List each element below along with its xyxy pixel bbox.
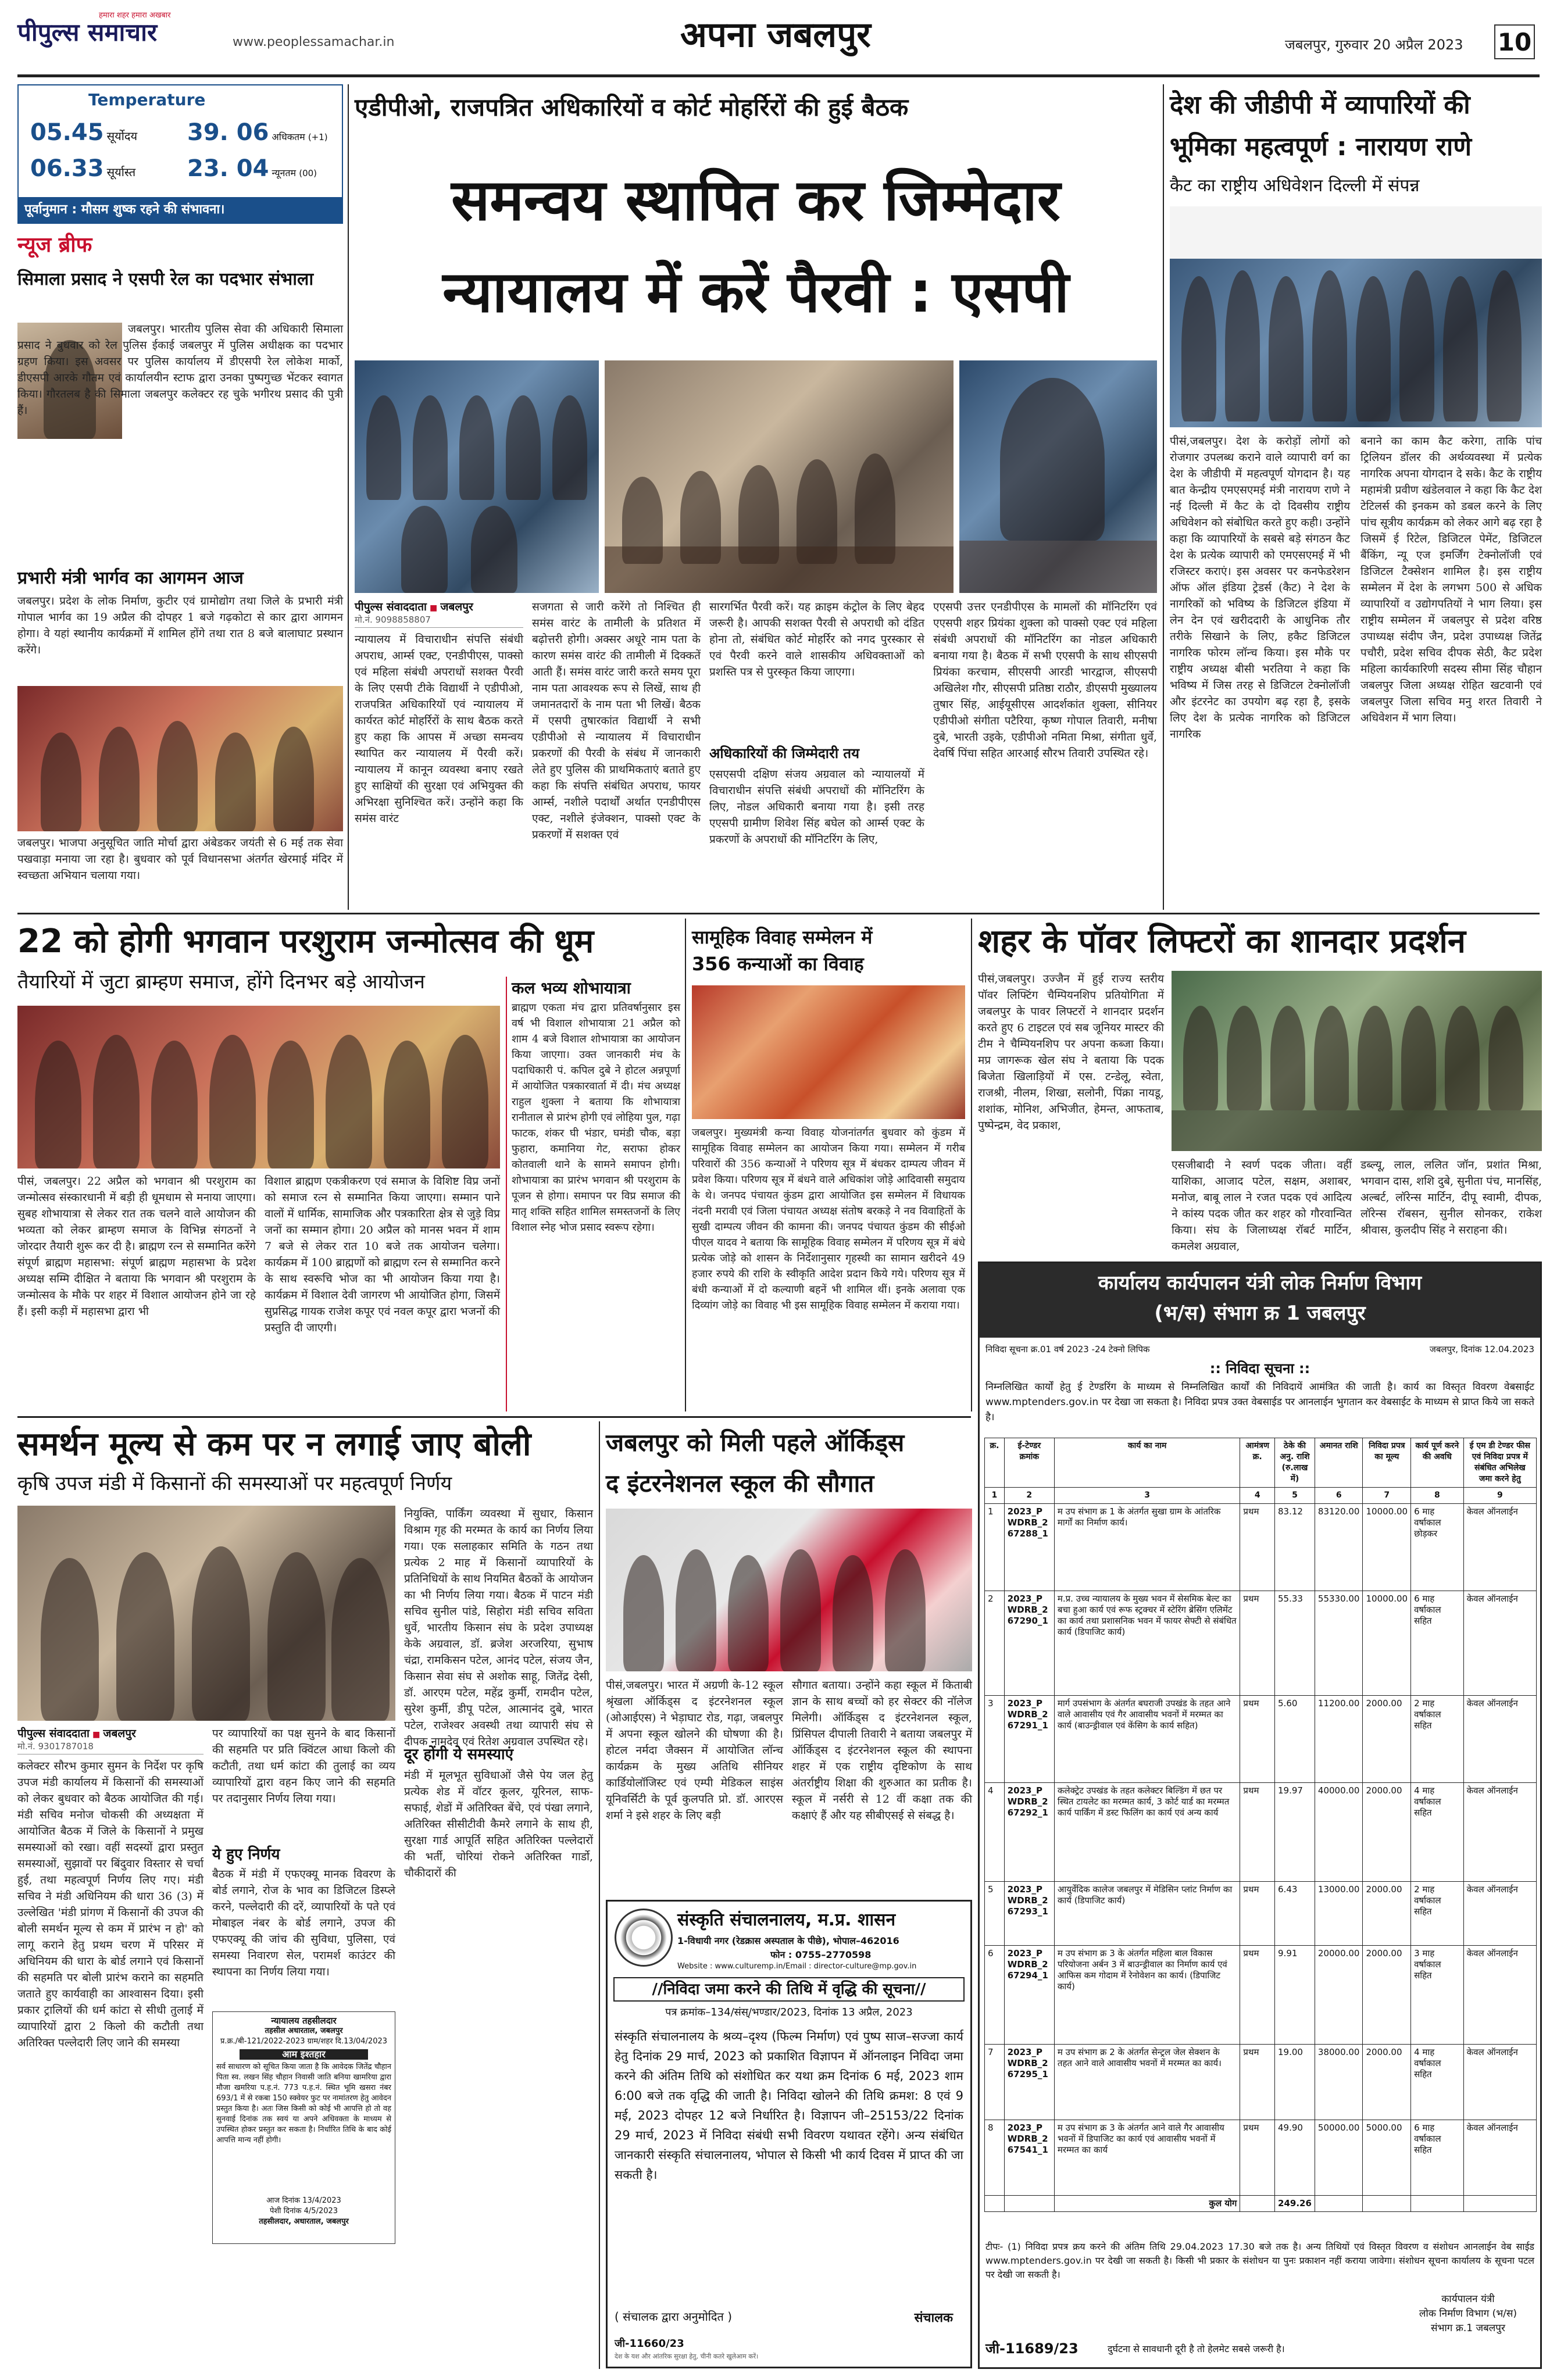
parshuram-subhead: तैयारियों में जुटा ब्राम्हण समाज, होंगे दिनभर बड़े आयोजन [17,970,425,994]
table-cell: केवल ऑनलाईन [1463,1696,1536,1783]
pwd-col-number: 4 [1240,1488,1275,1504]
school-headline-2: द इंटरनेशनल स्कूल की सौगात [606,1469,874,1498]
gdp-headline-1: देश की जीडीपी में व्यापारियों की [1170,90,1470,120]
table-cell: 11200.00 [1315,1696,1363,1783]
table-cell: म उप संभाग क्र 3 के अंतर्गत आने वाले गैर आवासीय भवनों में डिपाजिट का कार्य एवं आवासीय भवनों में मरम्मत का कार्य [1054,2120,1240,2196]
table-cell: 83.12 [1275,1504,1315,1591]
table-cell: प्रथम [1240,2045,1275,2120]
mandi-col-1: कलेक्टर सौरभ कुमार सुमन के निर्देश पर कृषि उपज मंडी कार्यालय में किसानों की समस्याओं को लेकर बुधवार को बैठक आयोजित की गई। मंडी सचिव मनोज चोकसी की अध्यक्षता में आयोजित बैठक में जिले के किसानों ने प्रमुख समस्याओं को रखा। वहीं सदस्यों द्वारा प्रस्तुत समस्याओं, सुझावों पर बिंदुवार विस्तार से चर्चा हुई, तथा महत्वपूर्ण निर्णय लिए गए। मंडी सचिव ने मंडी अधिनियम की धारा 36 (3) में उल्लेखित 'मंडी प्रांगण में किसानों की उपज की बोली समर्थन मूल्य से कम में प्रारंभ न हो' को लागू कराने हेतु प्रथम चरण में परिसर में अधिनियम की धारा के बोर्ड लगाने एवं किसानों की सहमति पर बोली प्रारंभ कराने का सहमति जताते हुए कार्यवाही का आश्वासन दिया। इसी प्रकार ट्रालियों की धर्म कांटा से सीधी तुलाई में व्यापारियों द्वारा 2 किलो की कटौती तथा अतिरिक्त पल्लेदारी लिए जाने की समस्या [17,1760,203,2049]
weather-box [17,84,343,224]
table-cell: 2023_PWDRB_267288_1 [1004,1504,1054,1591]
news-brief-label: न्यूज ब्रीफ [17,233,92,257]
court-notice-body: सर्व साधारण को सूचित किया जाता है कि आवेदक जितेंद्र चौहान पिता स्व. लखन सिंह चौहान निवासी जाति बनिया खामरिया द्वारा मौजा खमरिया प.ह.नं. 773 प.ह.नं. स्थित भूमि खसरा नंबर 693/1 में से रकबा 150 स्क्वेयर फुट पर नामांतरण हेतु आवेदन प्रस्तुत किया है। अतः जिस किसी को कोई भी आपत्ति हो तो वह सुनवाई दिनांक तक स्वयं या अपने अधिवक्ता के माध्यम से उपस्थित होकर प्रस्तुत कर सकता है। निर्धारित तिथि के बाद कोई आपत्ति मान्य नहीं होगी। [216,2063,391,2145]
mandi-headline: समर्थन मूल्य से कम पर न लगाई जाए बोली [17,1425,531,1463]
culture-notice [606,1900,972,2368]
pwd-col-header: ई-टेण्डर क्रमांक [1004,1438,1054,1488]
table-cell: 3 [985,1696,1005,1783]
court-notice-hearing: पेशी दिनांक 4/5/2023 [269,2207,338,2215]
pwd-col-number: 9 [1463,1488,1536,1504]
sunrise-time: 05.45 [30,119,104,146]
table-cell: 8 [985,2120,1005,2196]
row-rule-2 [17,1416,971,1418]
powerlift-col-1: पीसं,जबलपुर। उज्जैन में हुई राज्य स्तरीय पॉवर लिफ्टिंग चैम्पियनशिप प्रतियोगिता में जबलपुर के पावर लिफ्टरों ने शानदार प्रदर्शन करते हुए 6 टाइटल एवं सब जूनियर मास्टर की टीम ने चैम्पियनशिप पर अपना कब्जा किया। मप्र जागरूक खेल संघ ने बताया कि पदक बिजेता खिलाड़ियों में एस. टन्डेलू, स्वेता, राजश्री, नीलम, शिखा, सलोनी, पिंक्रा नायडू, शशांक, मोनिश, अभिजीत, हेमन्त, आफताब, पुष्पेन्द्रम, वेद प्रकाश, [978,973,1164,1132]
table-cell: 50000.00 [1315,2120,1363,2196]
table-cell: केवल ऑनलाईन [1463,1882,1536,1946]
table-row [985,1591,1537,1696]
lead-col-1: न्यायालय में विचाराधीन संपत्ति संबंधी अपराध, आर्म्स एक्ट, एनडीपीएस, पाक्सो एवं महिला संबंधी अपराधों सशक्त पैरवी के लिए एसपी टीके विद्यार्थी ने एडीपीओ, राजपत्रित अधिकारियों एवं न्यायालय में कार्यरत कोर्ट मोहर्रिरों के साथ बैठक करते हुए कहा कि आपस में अच्छा समन्वय स्थापित कर न्यायालय में पैरवी करें। न्यायालय में कानून व्यवस्था बनाए रखते हुए साक्षियों की सुरक्षा एवं अभियुक्त की अभिरक्षा सुनिश्चित करें। उन्होंने कहा कि समंस वारंट [355,633,523,825]
marriage-headline-1: सामूहिक विवाह सम्मेलन में [692,926,873,948]
forecast: पूर्वानुमान : मौसम शुष्क रहने की संभावना। [19,197,342,223]
lead-subheading: अधिकारियों की जिम्मेदारी तय [709,745,859,762]
pwd-col-number: 1 [985,1488,1005,1504]
culture-title: //निविदा जमा करने की तिथि में वृद्धि की सूचना// [613,1977,965,2002]
school-headline-1: जबलपुर को मिली पहले ऑर्किड्स [606,1428,905,1457]
table-cell: प्रथम [1240,1591,1275,1696]
pwd-slogan: दुर्घटना से सावधानी दूरी है तो हेलमेट सबसे जरूरी है। [1108,2343,1285,2354]
court-notice-date: आज दिनांक 13/4/2023 [266,2196,341,2205]
table-cell: कलेक्ट्रेट उपखंड के तहत कलेक्टर बिल्डिंग में छत पर स्थित टायलेट का मरम्मत कार्य, 3 कोर्ट यार्ड का मरम्मत कार्य पार्किंग में डस्ट फिलिंग का कार्य एवं अन्य कार्य [1054,1783,1240,1882]
table-cell: प्रथम [1240,1696,1275,1783]
sunrise [30,119,137,146]
table-cell [1363,2196,1411,2212]
table-cell: म उप संभाग क्र 2 के अंतर्गत सेन्ट्रल जेल सेक्शन के तहत आने वाले आवासीय भवनों में मरम्मत का कार्य। [1054,2045,1240,2120]
weather-title: Temperature [88,90,206,109]
parshuram-sidebar-title: कल भव्य शोभायात्रा [512,978,631,998]
mandi-byline-dot: ■ [92,1730,101,1739]
newspaper-logo [17,11,227,57]
pwd-signature [1419,2292,1517,2336]
brief-2-title: प्रभारी मंत्री भार्गव का आगमन आज [17,568,244,588]
pwd-sign-3: संभाग क्र.1 जबलपुर [1430,2322,1505,2334]
table-cell: 10000.00 [1363,1504,1411,1591]
table-cell: 2023_PWDRB_267292_1 [1004,1783,1054,1882]
gdp-photo [1170,206,1542,427]
table-cell: 2023_PWDRB_267291_1 [1004,1696,1054,1783]
table-cell: 6 [985,1946,1005,2045]
powerlift-headline: शहर के पॉवर लिफ्टरों का शानदार प्रदर्शन [978,923,1466,960]
lead-photo-1 [355,360,599,593]
pwd-col-header: निविदा प्रपत्र का मूल्य [1363,1438,1411,1488]
table-cell [985,2196,1005,2212]
rally-photo [17,686,343,831]
max-temp-label: अधिकतम [272,131,305,142]
total-label: कुल योग [1054,2196,1240,2212]
lead-col-3: सारगर्भित पैरवी करें। यह क्राइम कंट्रोल के लिए बेहद जरूरी है। आपकी सशक्त पैरवी से अपराधी को दंडित होना तो, संबंधित कोर्ट मोहर्रिर को नगद पुरस्कार से एवं पैरवी करने वाले शासकीय अधिवक्ताओं को प्रशस्ति पत्र से पुरस्कृत किया जाएगा। [709,601,924,678]
col-divider-mid-2 [971,919,972,1411]
table-cell: आयुर्वेदिक कालेज जबलपुर में मेडिसिन प्लांट निर्माण का कार्य (डिपाजिट कार्य) [1054,1882,1240,1946]
table-row [985,2120,1537,2196]
court-notice [212,2011,395,2244]
gdp-subhead: कैट का राष्ट्रीय अधिवेशन दिल्ली में संपन्न [1170,176,1420,196]
sunset-label: सूर्यास्त [106,165,136,179]
table-cell: 9.91 [1275,1946,1315,2045]
pwd-table-col-numbers [985,1488,1537,1504]
table-cell: प्रथम [1240,1882,1275,1946]
table-cell: 2023_PWDRB_267541_1 [1004,2120,1054,2196]
court-notice-sub: तहसील अधारताल, जबलपुर [265,2027,343,2035]
sunset [30,155,135,182]
mandi-byline-city: जबलपुर [103,1727,136,1740]
table-cell: केवल ऑनलाईन [1463,1591,1536,1696]
table-cell: मार्ग उपसंभाग के अंतर्गत बघराजी उपखंड के तहत आने वाले आवासीय एवं गैर आवासीय भवनों में मरम्मत का कार्य (बाउन्ड्रीवाल एवं केंसिग के कार्य सहित) [1054,1696,1240,1783]
school-photo [606,1509,972,1671]
culture-code: जी-11660/23 [615,2338,684,2350]
table-cell: 19.00 [1275,2045,1315,2120]
table-total-row [985,2196,1537,2212]
table-cell: 7 [985,2045,1005,2120]
section-title: अपना जबलपुर [680,15,871,55]
table-cell: 38000.00 [1315,2045,1363,2120]
pwd-col-header: कार्य पूर्ण करने की अवधि [1411,1438,1464,1488]
table-cell: केवल ऑनलाईन [1463,1946,1536,2045]
culture-org: संस्कृति संचालनालय, म.प्र. शासन [677,1910,896,1930]
logo-text: पीपुल्स समाचार [17,18,158,47]
lead-col-3b: एसएसपी दक्षिण संजय अग्रवाल को न्यायालयों में विचाराधीन संपत्ति संबंधी अपराधों की मॉनिटरिंग के लिए, नोडल अधिकारी बनाया गया है। इसी तरह एएसपी ग्रामीण शिवेश सिंह बघेल को आर्म्स एक्ट के प्रकरणों के अपराधों की मॉनिटरिंग के लिए, [709,768,924,846]
table-cell: 2000.00 [1363,2045,1411,2120]
lead-col-2: सजगता से जारी करेंगे तो निश्चित ही समंस वारंट के तामीली के प्रतिशत में बढ़ोत्तरी होगी। अक्सर अधूरे नाम पता के कारण समंस वारंट की तामीली में दिक्कतें आती हैं। समंस वारंट जारी करते समय पूरा नाम पता आवश्यक रूप से लिखें, साथ ही जमानतदारों के नाम पता भी लिखें। बैठक में एसपी तुषारकांत विद्यार्थी ने सभी एडीपीओ से न्यायालय में विचाराधीन प्रकरणों की पैरवी के संबंध में जानकारी लेते हुए पुलिस की प्राथमिकताएं बताते हुए कहा कि संपत्ति संबंधित अपराध, फायर आर्म्स, नशीले पदार्थों अर्थात एनडीपीएस एक्ट, नशीले इंजेक्शन, पाक्सो एक्ट के प्रकरणों में सशक्त एवं [532,601,701,841]
dateline: जबलपुर, गुरुवार 20 अप्रैल 2023 [1285,37,1463,53]
mandi-col-2c: मंडी में मूलभूत सुविधाओं जैसे पेय जल हेतु प्रत्येक शेड में वॉटर कूलर, यूरिनल, साफ-सफाई, शेडों में अतिरिक्त बेंचे, एवं पंखा लगाने, अतिरिक्त सीसीटीवी कैमरे लगाने के साथ ही, सुरक्षा गार्ड आपूर्ति सहित अतिरिक्त पल्लेदारों की भर्ती, चोरियां रोकने अतिरिक्त गार्डो, चौकीदारों की [404,1769,593,1879]
table-cell: 4 [985,1783,1005,1882]
min-temp-delta: (00) [299,168,317,178]
pwd-col-number: 2 [1004,1488,1054,1504]
total-value: 249.26 [1275,2196,1315,2212]
col-divider-mid-1 [685,919,686,1411]
school-col-2: सौगात बताया। उन्होंने कहा स्कूल में किताबी ज्ञान के साथ बच्चों को हर सेक्टर की नॉलेज मिलेगी। ऑर्किड्स द इंटरनेशनल स्कूल, प्रिंसिपल दीपाली तिवारी ने बताया जबलपुर में ऑर्किड्स द इंटरनेशनल स्कूल की स्थापना शहर में एक राष्ट्रीय दृष्टिकोण के साथ अंतर्राष्ट्रीय शिक्षा की शुरुआत का प्रतीक है। स्कूल में नर्सरी से 12 वीं कक्षा तक की कक्षाएं हैं और यह सीबीएसई से संबद्ध है। [792,1679,972,1822]
parshuram-photo [17,1006,500,1168]
culture-body: संस्कृति संचालनालय के श्रव्य–दृश्य (फिल्म निर्माण) एवं पुष्प साज–सज्जा कार्य हेतु दिनांक 29 मार्च, 2023 को प्रकाशित विज्ञापन में ऑनलाइन निविदा जमा करने की अंतिम तिथि को संशोधित कर यथा क्रम दिनांक 6 मई, 2023 शाम 6:00 बजे तक वृद्धि की जाती है। निविदा खोलने की तिथि क्रमश: 8 एवं 9 मई, 2023 दोपहर 12 बजे निर्धारित है। विज्ञापन जी–25153/22 दिनांक 29 मार्च, 2023 में निविदा संबंधी सभी विवरण यथावत रहेंगे। अन्य संबंधित जानकारी संस्कृति संचालनालय, भोपाल से किसी भी कार्य दिवस में प्राप्त की जा सकती है। [615,2029,963,2182]
pwd-col-header: ठेके की अनु. राशि (रु.लाख में) [1275,1438,1315,1488]
table-cell: 55330.00 [1315,1591,1363,1696]
mandi-subhead: कृषि उपज मंडी में किसानों की समस्याओं पर महत्वपूर्ण निर्णय [17,1472,452,1495]
pwd-col-number: 3 [1054,1488,1240,1504]
pwd-col-header: क्र. [985,1438,1005,1488]
lead-kicker: एडीपीओ, राजपत्रित अधिकारियों व कोर्ट मोहर्रिरों की हुई बैठक [355,93,909,121]
pwd-ref-left: निविदा सूचना क्र.01 वर्ष 2023 -24 टेक्नो लिपिक [985,1344,1150,1355]
masthead [17,10,1541,74]
table-cell: केवल ऑनलाईन [1463,1504,1536,1591]
header-rule [17,74,1540,77]
table-cell: 13000.00 [1315,1882,1363,1946]
mandi-byline-name: पीपुल्स संवाददाता [17,1727,90,1740]
table-cell: 49.90 [1275,2120,1315,2196]
table-cell: 2000.00 [1363,1946,1411,2045]
min-temp-value: 23. 04 [187,155,269,182]
mandi-byline [17,1725,203,1754]
culture-phone: फोन : 0755–2770598 [770,1949,872,1960]
table-cell: 4 माह वर्षाकाल सहित [1411,1783,1464,1882]
pwd-col-number: 6 [1315,1488,1363,1504]
pwd-col-number: 7 [1363,1488,1411,1504]
pwd-table-body [985,1504,1537,2212]
table-cell: प्रथम [1240,1946,1275,2045]
parshuram-col-1: पीसं, जबलपुर। 22 अप्रैल को भगवान श्री परशुराम का जन्मोत्सव संस्कारधानी में बड़ी ही धूमधाम से मनाया जाएगा। सुबह शोभायात्रा से लेकर रात तक चलने वाले आयोजन की भव्यता को लेकर ब्राम्हण समाज के विभिन्न संगठनों ने जोरदार तैयारी शुरू कर दी है। ब्राह्मण रत्न से सम्मानित करेंगे संपूर्ण ब्राह्मण महासभा: संपूर्ण ब्राह्मण महासभा के प्रदेश अध्यक्ष सम्मि दीक्षित ने बताया कि भगवान श्री परशुराम के जन्मोत्सव के मौके पर शहर में विशाल आयोजन होने जा रहे हैं। इसी कड़ी में महासभा द्वारा भी [17,1175,256,1318]
table-cell: 19.97 [1275,1783,1315,1882]
brief-1-title: सिमाला प्रसाद ने एसपी रेल का पदभार संभाला [17,269,314,290]
table-cell: 4 माह वर्षाकाल सहित [1411,2045,1464,2120]
lead-headline-1: समन्वय स्थापित कर जिम्मेदार [451,167,1060,234]
culture-emblem-icon [615,1909,673,1967]
table-row [985,1696,1537,1783]
website-link[interactable]: www.peoplessamachar.in [233,35,395,49]
table-row [985,1882,1537,1946]
pwd-tender-notice [978,1262,1542,2369]
court-notice-heading: आम इश्तहार [240,2049,368,2060]
table-cell: 6.43 [1275,1882,1315,1946]
table-cell: 40000.00 [1315,1783,1363,1882]
culture-approval: ( संचालक द्वारा अनुमोदित ) [615,2310,733,2324]
table-row [985,1783,1537,1882]
lead-phone: मो.नं. 9098858807 [355,614,431,625]
table-cell: 2000.00 [1363,1696,1411,1783]
pwd-col-header: ई एम डी टेण्डर फीस एवं निविदा प्रपत्र में संबंधित अभिलेख जमा करने हेतु [1463,1438,1536,1488]
lead-byline-name: पीपुल्स संवाददाता [355,601,427,613]
pwd-col-header: आमंत्रण क्र. [1240,1438,1275,1488]
table-cell: म.प्र. उच्च न्यायालय के मुख्य भवन में सेसमिक बेल्ट का बचा हुआ कार्य एवं रूफ स्ट्रक्चर में स्टेरिंग ब्रेसिंग एलिमेंट का कार्य तथा प्रशासनिक भवन में फायर सेफ्टी से संबंधित कार्य (डिपाजिट कार्य) [1054,1591,1240,1696]
col-divider-left [348,84,349,910]
mandi-phone: मो.नं. 9301787018 [17,1741,94,1752]
page-number: 10 [1494,24,1535,59]
lead-byline-dot: ■ [430,603,438,613]
table-cell [1463,2196,1536,2212]
col-divider-mid-3 [599,1421,600,2369]
pwd-title-1: कार्यालय कार्यपालन यंत्री लोक निर्माण विभाग [1098,1271,1422,1295]
table-cell: 2023_PWDRB_267295_1 [1004,2045,1054,2120]
powerlift-col-3: डब्ल्यू, लाल, ललित जॉन, प्रशांत मिश्रा, भगवान दास, शशि दुबे, सुनीता पंच, मानसिंह, अल्बर्ट, लॉरेन्स मार्टिन, दीपू स्वामी, दीपक, लॉरेन्स रॉबसन, सुनील सोनकर, राकेश श्रीवास, कुलदीप सिंह ने सराहना की। [1360,1159,1542,1237]
table-row [985,2045,1537,2120]
table-cell: प्रथम [1240,1504,1275,1591]
table-cell: 2 माह वर्षाकाल सहित [1411,1696,1464,1783]
pwd-col-number: 8 [1411,1488,1464,1504]
table-cell: केवल ऑनलाईन [1463,1783,1536,1882]
pwd-col-header: अमानत राशि [1315,1438,1363,1488]
mandi-sub-2: दूर होंगी ये समस्याएं [404,1746,514,1763]
culture-web: Website : www.culturemp.in/Email : director-culture@mp.gov.in [677,1962,917,1971]
lead-headline-2: न्यायालय में करें पैरवी : एसपी [442,259,1069,326]
table-cell [1004,2196,1054,2212]
table-row [985,1946,1537,2045]
table-cell: म उप संभाग क्र 1 के अंतर्गत सुखा ग्राम के आंतरिक मार्गों का निर्माण कार्य। [1054,1504,1240,1591]
culture-address: 1-विधायी नगर (रेडक्रास अस्पताल के पीछे), भोपाल–462016 [677,1935,899,1946]
brief-3-body: जबलपुर। भाजपा अनुसूचित जाति मोर्चा द्वारा अंबेडकर जयंती से 6 मई तक सेवा पखवाड़ा मनाया जा रहा है। बुधवार को पूर्व विधानसभा अंतर्गत खेरमाई मंदिर में स्वच्छता अभियान चलाया गया। [17,837,343,882]
table-cell: 2023_PWDRB_267294_1 [1004,1946,1054,2045]
parshuram-headline: 22 को होगी भगवान परशुराम जन्मोत्सव की धूम [17,923,594,960]
max-temp [187,119,328,146]
table-cell: 5 [985,1882,1005,1946]
marriage-photo [692,985,965,1119]
school-col-1: पीसं,जबलपुर। भारत में अग्रणी के-12 स्कूल श्रृंखला ऑर्किड्स द इंटरनेशनल स्कूल (ओआईएस) ने भेड़ाघाट रोड, गढ़ा, जबलपुर में अपना स्कूल खोलने की घोषणा की है। होटल नर्मदा जैक्सन में आयोजित लॉन्च कार्यक्रम के मुख्य अतिथि सीनियर कार्डियोलॉजिस्ट एवं एम्पी मेडिकल साइंस यूनिवर्सिटी के पूर्व कुलपति प्रो. डॉ. आरएस शर्मा ने इसे शहर के लिए बड़ी [606,1679,783,1822]
table-cell: 5.60 [1275,1696,1315,1783]
lead-photo-3 [959,360,1157,593]
table-cell [1411,2196,1464,2212]
max-temp-delta: (+1) [308,132,328,142]
pwd-ref-right: जबलपुर, दिनांक 12.04.2023 [1429,1344,1534,1355]
gdp-headline-2: भूमिका महत्वपूर्ण : नारायण राणे [1170,132,1472,162]
table-cell: 1 [985,1504,1005,1591]
table-cell: केवल ऑनलाईन [1463,2120,1536,2196]
table-cell [1240,2196,1275,2212]
table-cell: 3 माह वर्षाकाल सहित [1411,1946,1464,2045]
pwd-col-header: कार्य का नाम [1054,1438,1240,1488]
table-cell: 83120.00 [1315,1504,1363,1591]
table-cell: 20000.00 [1315,1946,1363,2045]
table-cell: 2 [985,1591,1005,1696]
pwd-footnote: टीपः- (1) निविदा प्रपत्र क्रय करने की अंतिम तिथि 29.04.2023 17.30 बजे तक है। अन्य तिथियों एवं विस्तृत विवरण व संशोधन आनलाईन वेब साईड www.mptenders.gov.in पर देखी जा सकती है। किसी भी प्रकार के संशोधन या पुनः प्रकाशन नहीं कराया जावेगा। संशोधन सूचना कार्यालय के सूचना पटल पर देखी जा सकती है। [985,2241,1534,2280]
powerlift-photo [1172,971,1542,1151]
pwd-col-number: 5 [1275,1488,1315,1504]
table-cell: 6 माह वर्षाकाल सहित [1411,2120,1464,2196]
lead-byline [355,599,523,628]
lead-photo-2 [605,360,954,593]
table-cell: 2 माह वर्षाकाल सहित [1411,1882,1464,1946]
pwd-sign-1: कार्यपालन यंत्री [1441,2293,1495,2305]
table-cell: प्रथम [1240,1783,1275,1882]
table-cell: 6 माह वर्षाकाल सहित [1411,1591,1464,1696]
table-cell: 2023_PWDRB_267293_1 [1004,1882,1054,1946]
table-cell: प्रथम [1240,2120,1275,2196]
table-cell [1315,2196,1363,2212]
culture-sign: संचालक [914,2311,953,2325]
col-divider-right [1163,84,1164,910]
table-cell: 2000.00 [1363,1783,1411,1882]
mandi-photo [17,1506,395,1721]
table-row [985,1504,1537,1591]
min-temp-label: न्यूनतम [272,167,297,178]
pwd-code: जी-11689/23 [985,2340,1079,2357]
table-cell: 10000.00 [1363,1591,1411,1696]
table-cell: 6 माह वर्षाकाल छोड़कर [1411,1504,1464,1591]
lead-byline-city: जबलपुर [440,601,473,613]
marriage-body: जबलपुर। मुख्यमंत्री कन्या विवाह योजनांतर्गत बुधवार को कुंडम में सामूहिक विवाह सम्मेलन का आयोजन किया गया। सम्मेलन में गरीब परिवारों की 356 कन्याओं ने परिणय सूत्र में बंधकर दाम्पत्य जीवन में प्रवेश किया। परिणय सूत्र में बंधने वाले अधिकांश जोड़े आदिवासी समुदाय के थे। जनपद पंचायत कुंडम द्वारा आयोजित इस सम्मेलन में विधायक नंदनी मरावी एवं जिला पंचायत अध्यक्ष संतोष बरकड़े ने नव विवाहितों के सुखी दाम्पत्य जीवन की कामना की। जनपद पंचायत कुंडम की सीईओ पीएल यादव ने बताया कि सामूहिक विवाह सम्मेलन में परिणय सूत्र में बंधे प्रत्येक जोड़े को शासन के निर्देशानुसार गृहस्थी का सामान खरीदने 49 हजार रुपये की राशि के स्वीकृति आदेश प्रदान किये गये। परिणय सूत्र में बंधी कन्याओं में दो कल्याणी बहनें भी शामिल थीं। इनके अलावा एक दिव्यांग जोड़े का विवाह भी इस सामूहिक विवाह सम्मेलन में कराया गया। [692,1127,965,1311]
table-cell: 2023_PWDRB_267290_1 [1004,1591,1054,1696]
mandi-col-top: नियुक्ति, पार्किंग व्यवस्था में सुधार, किसान विश्राम गृह की मरम्मत के कार्य का निर्णय लिया गया। एक सलाहकार समिति के गठन तथा प्रत्येक 2 माह में किसानों व्यापारियों के प्रतिनिधियों के साथ नियमित बैठकों के आयोजन का भी निर्णय लिया गया। बैठक में पाटन मंडी सचिव सुनील पांडे, सिहोरा मंडी सचिव सविता धुर्वे, भारतीय किसान संघ के प्रदेश उपाध्यक्ष केके अग्रवाल, डॉ. ब्रजेश अरजरिया, सुभाष चंद्रा, रामकिसन पटेल, आनंद पटेल, संजय जैन, किसान सेवा संघ से अशोक साहू, जितेंद्र देसी, डॉ. आरएम पटेल, महेंद्र कुर्मी, रामदीन पटेल, सुरेश कुर्मी, डीपू पटेल, आत्मानंद दुबे, भारत पटेल, राजेश्वर अवस्थी तथा व्यापारी संघ से दीपक नामदेव एवं रितेश अग्रवाल उपस्थित रहे। [404,1507,593,1748]
table-cell: म उप संभाग क्र 3 के अंतर्गत महिला बाल विकास परियोजना अर्बन 3 में बाउन्ड्रीवाल का निर्माण कार्य एवं आफिस कम गोदाम में रेनोवेशन का कार्य। (डिपाजिट कार्य) [1054,1946,1240,2045]
logo-tagline: हमारा शहर हमारा अखबार [99,11,171,20]
brief-2-body: जबलपुर। प्रदेश के लोक निर्माण, कुटीर एवं ग्रामोद्योग तथा जिले के प्रभारी मंत्री गोपाल भार्गव का 19 अप्रैल की दोपहर 1 बजे गढ़कोटा से कार द्वारा आगमन होगा। वे यहां स्थानीय कार्यक्रमों में शामिल होंगे तथा रात 8 बजे बालाघाट प्रस्थान करेंगे। [17,595,343,656]
marriage-headline-2: 356 कन्याओं का विवाह [692,953,864,975]
pwd-title-bar [980,1263,1540,1338]
gdp-col-1: पीसं,जबलपुर। देश के करोड़ों लोगों को रोजगार उपलब्ध कराने वाले व्यापारी वर्ग का देश के जीडीपी में महत्वपूर्ण योगदान है। यह बात केन्द्रीय एमएसएमई मंत्री नारायण राणे ने नई दिल्ली में कैट के दो दिवसीय राष्ट्रीय अधिवेशन को संबोधित करते हुए कही। उन्होंने कहा कि व्यापारियों के सबसे बड़े संगठन कैट देश के प्रत्येक व्यापारी को एमएसएमई में भी रजिस्टर कराएं। इस अवसर पर कनफेडरेशन ऑफ ऑल इंडिया ट्रेडर्स (कैट) ने देश के नागरिकों को भविष्य के डिजिटल इंडिया में लेन देन एवं खरीददारी के आधुनिक तौर तरीके सिखाने के लिए, हकैट डिजिटल नागरिक फोरम लॉन्च किया। इस मौके पर राष्ट्रीय अध्यक्ष बीसी भरतिया ने कहा कि भविष्य में जिस तरह से डिजिटल टेक्नोलॉजी और इंटरनेट का उपयोग बढ़ रहा है, इसके लिए देश के प्रत्येक नागरिक को डिजिटल नागरिक [1170,435,1350,741]
table-cell: 2000.00 [1363,1882,1411,1946]
pwd-notice-heading: :: निविदा सूचना :: [1209,1360,1310,1377]
pwd-sign-2: लोक निर्माण विभाग (भ/स) [1419,2308,1517,2320]
culture-footer: देश के यश और आंतरिक सुरक्षा हेतु, चीनी कतरे खुलेआम करें। [615,2353,759,2360]
court-notice-signature: तहसीलदार, अधारताल, जबलपुर [259,2217,349,2226]
culture-ref: पत्र क्रमांक–134/संस्/भण्डार/2023, दिनांक 13 अप्रैल, 2023 [665,2006,913,2018]
gdp-col-2: बनाने का काम कैट करेगा, ताकि पांच ट्रिलियन डॉलर की अर्थव्यवस्था में प्रत्येक नागरिक अपना योगदान दे सके। कैट के राष्ट्रीय महामंत्री प्रवीण खंडेलवाल ने कहा कि कैट देश टेटिलर्स की इनकम को डबल करने के लिए पांच सूत्रीय कार्यक्रम को लेकर आगे बढ़ रहा है जिसमें ई रिटेल, डिजिटल पेमेंट, डिजिटल बैंकिंग, न्यू एज इमर्जिंग टेक्नोलॉजी एवं डिजिटल टैक्सेशन शामिल है। इस राष्ट्रीय सम्मेलन में देश के लगभग 500 से अधिक व्यापारियों व उद्योगपतियों ने भाग लिया। इस राष्ट्रीय सम्मेलन में जबलपुर से प्रदेश वरिष्ठ उपाध्यक्ष संदीप जैन, प्रदेश उपाध्यक्ष जितेंद्र पचौरी, प्रदेश सचिव दीपक सेठी, कैट प्रदेश महिला कार्यकारिणी सदस्य सीमा सिंह चौहान जबलपुर जिला अध्यक्ष रोहित खटवानी एवं जबलपुर जिला सचिव मनु शरत तिवारी ने अधिवेशन में भाग लिया। [1360,435,1542,724]
court-notice-case: प्र.क्र./बी-121/2022-2023 ग्राम/शहर दि.13/04/2023 [220,2037,388,2046]
row-rule-1 [17,913,1540,914]
court-notice-title: न्यायालय तहसीलदार [271,2016,337,2026]
table-cell: 55.33 [1275,1591,1315,1696]
mandi-sub-1: ये हुए निर्णय [212,1846,280,1863]
lead-col-4: एएसपी उत्तर एनडीपीएस के मामलों की मॉनिटरिंग एवं एएसपी शहर प्रियंका शुक्ला को पाक्सो एक्ट एवं महिला संबंधी अपराधों की मॉनिटरिंग का नोडल अधिकारी बनाया गया है। बैठक में सभी एएसपी के साथ सीएसपी प्रियंका करचाम, सीएसपी आरडी भारद्वाज, सीएसपी अखिलेश गौर, सीएसपी प्रतिष्ठा राठौर, डीएसपी मुख्यालय तुषार सिंह, आईयूसीएस आदर्शकांत शुक्ला, सीनियर एडीपीओ संगीता पटैरिया, कृष्ण गोपाल तिवारी, मनीषा दुबे, भारती उइके, एडीपीओ नमिता मिश्रा, संगीता धुर्वे, देवर्षि पिंचा सहित आरआई सौरभ तिवारी उपस्थित रहे। [933,601,1157,760]
min-temp [187,155,317,182]
table-cell: 5000.00 [1363,2120,1411,2196]
parshuram-col-2: विशाल ब्राह्मण एकत्रीकरण एवं समाज के विशिष्ट विप्र जनों को समाज रत्न से सम्मानित किया जाएगा। सम्मान पाने वालों में धार्मिक, सामाजिक और पत्रकारिता क्षेत्र से जुड़े विप्र जनों का सम्मान होगा। 20 अप्रैल को मानस भवन में शाम 7 बजे से लेकर रात 10 बजे तक आयोजन चलेगा। कार्यक्रम में 100 ब्राह्मणों को ब्राह्मण रत्न से सम्मानित करने के साथ स्वरूचि भोज का भी आयोजन किया गया है। कार्यक्रम में विशाल देवी जागरण भी आयोजित होगा, जिसमें सुप्रसिद्ध गायक राजेश कपूर एवं नवल कपूर द्वारा भजनों की प्रस्तुति दी जाएगी। [265,1175,500,1334]
parshuram-sidebar-body: ब्राह्मण एकता मंच द्वारा प्रतिवर्षानुसार इस वर्ष भी विशाल शोभायात्रा 21 अप्रैल को शाम 4 बजे विशाल शोभायात्रा का आयोजन किया जाएगा। उक्त जानकारी मंच के पदाधिकारी पं. कपिल दुबे ने होटल अन्नपूर्णा में आयोजित पत्रकारवार्ता में दी। मंच अध्यक्ष राहुल शुक्ला ने बताया कि शोभायात्रा रानीताल से प्रारंभ होगी एवं लोहिया पुल, गढ़ा फाटक, शंकर घी भंडार, घमंडी चौक, बड़ा फुहारा, कमानिया गेट, सराफा होकर कोतवाली थाने के सामने समापन होगी। शोभायात्रा का प्रारंभ भगवान श्री परशुराम के पूजन से होगा। समापन पर विप्र समाज की मातृ शक्ति सहित शामिल समस्तजनों के लिए विशाल स्नेह भोज प्रसाद स्वरूप रहेगा। [512,1002,680,1234]
brief-1-body: जबलपुर। भारतीय पुलिस सेवा की अधिकारी सिमाला प्रसाद ने बुधवार को रेल पुलिस ईकाई जबलपुर में पुलिस अधीक्षक का पदभार ग्रहण किया। इस अवसर पर पुलिस कार्यालय में डीएसपी रेल लोकेश मार्को, डीएसपी आरके गौतम एवं कार्यालयीन स्टाफ द्वारा उनका पुष्पगुच्छ भेंटकर स्वागत किया। गौरतलब है की सिमाला जबलपुर कलेक्टर रह चुके भगीरथ प्रसाद की पुत्री हैं। [17,323,343,417]
mandi-col-2: पर व्यापारियों का पक्ष सुनने के बाद किसानों की सहमति पर प्रति क्विंटल आधा किलो की कटौती, तथा धर्म कांटा की तुलाई का व्यय व्यापारियों द्वारा वहन किए जाने की सहमति पर तदानुसार निर्णय लिया गया। [212,1727,395,1805]
sunset-time: 06.33 [30,155,104,182]
table-cell: केवल ऑनलाईन [1463,2045,1536,2120]
pwd-title-2: (भ/स) संभाग क्र 1 जबलपुर [1154,1302,1366,1325]
max-temp-value: 39. 06 [187,119,269,146]
sunrise-label: सूर्योदय [106,129,138,143]
pwd-tender-table [984,1438,1537,2212]
pwd-table-header [985,1438,1537,1488]
powerlift-col-2: एसजीबादी ने स्वर्ण पदक जीता। वहीं याशिका, आजाद पटेल, सक्षम, अशाबर, मनोज, बाबू लाल ने रजत पदक एवं आदित्य ने कांस्य पदक जीत कर शहर को गौरवान्वित किया। संघ के जिलाध्यक्ष रॉबर्ट मार्टिन, कमलेश अग्रवाल, [1172,1159,1352,1253]
pwd-intro: निम्नलिखित कार्यों हेतु ई टेण्डरिंग के माध्यम से निम्नलिखित कार्यों की निविदायें आमंत्रित की जाती है। कार्य का विस्तृत विवरण वेबसाईट www.mptenders.gov.in पर देखा जा सकता है। निविदा प्रपत्र उक्त वेबसाईड पर आनलाईन भुगतान कर वेबसाईट के माध्यम से प्राप्त किये जा सकते है। [985,1381,1534,1423]
mandi-col-2b: बैठक में मंडी में एफएक्यू मानक विवरण के बोर्ड लगाने, रोज के भाव का डिजिटल डिस्प्ले करने, पल्लेदारी की दरें, व्यापारियों के पते एवं मोबाइल नंबर के बोर्ड लगाने, उपज की एफएक्यू की जांच की सुविधा, पुलिसा, एवं समस्या निवारण सेल, परामर्श काउंटर की स्थापना का निर्णय लिया गया। [212,1868,395,1978]
parshuram-sidebar [506,977,680,1411]
